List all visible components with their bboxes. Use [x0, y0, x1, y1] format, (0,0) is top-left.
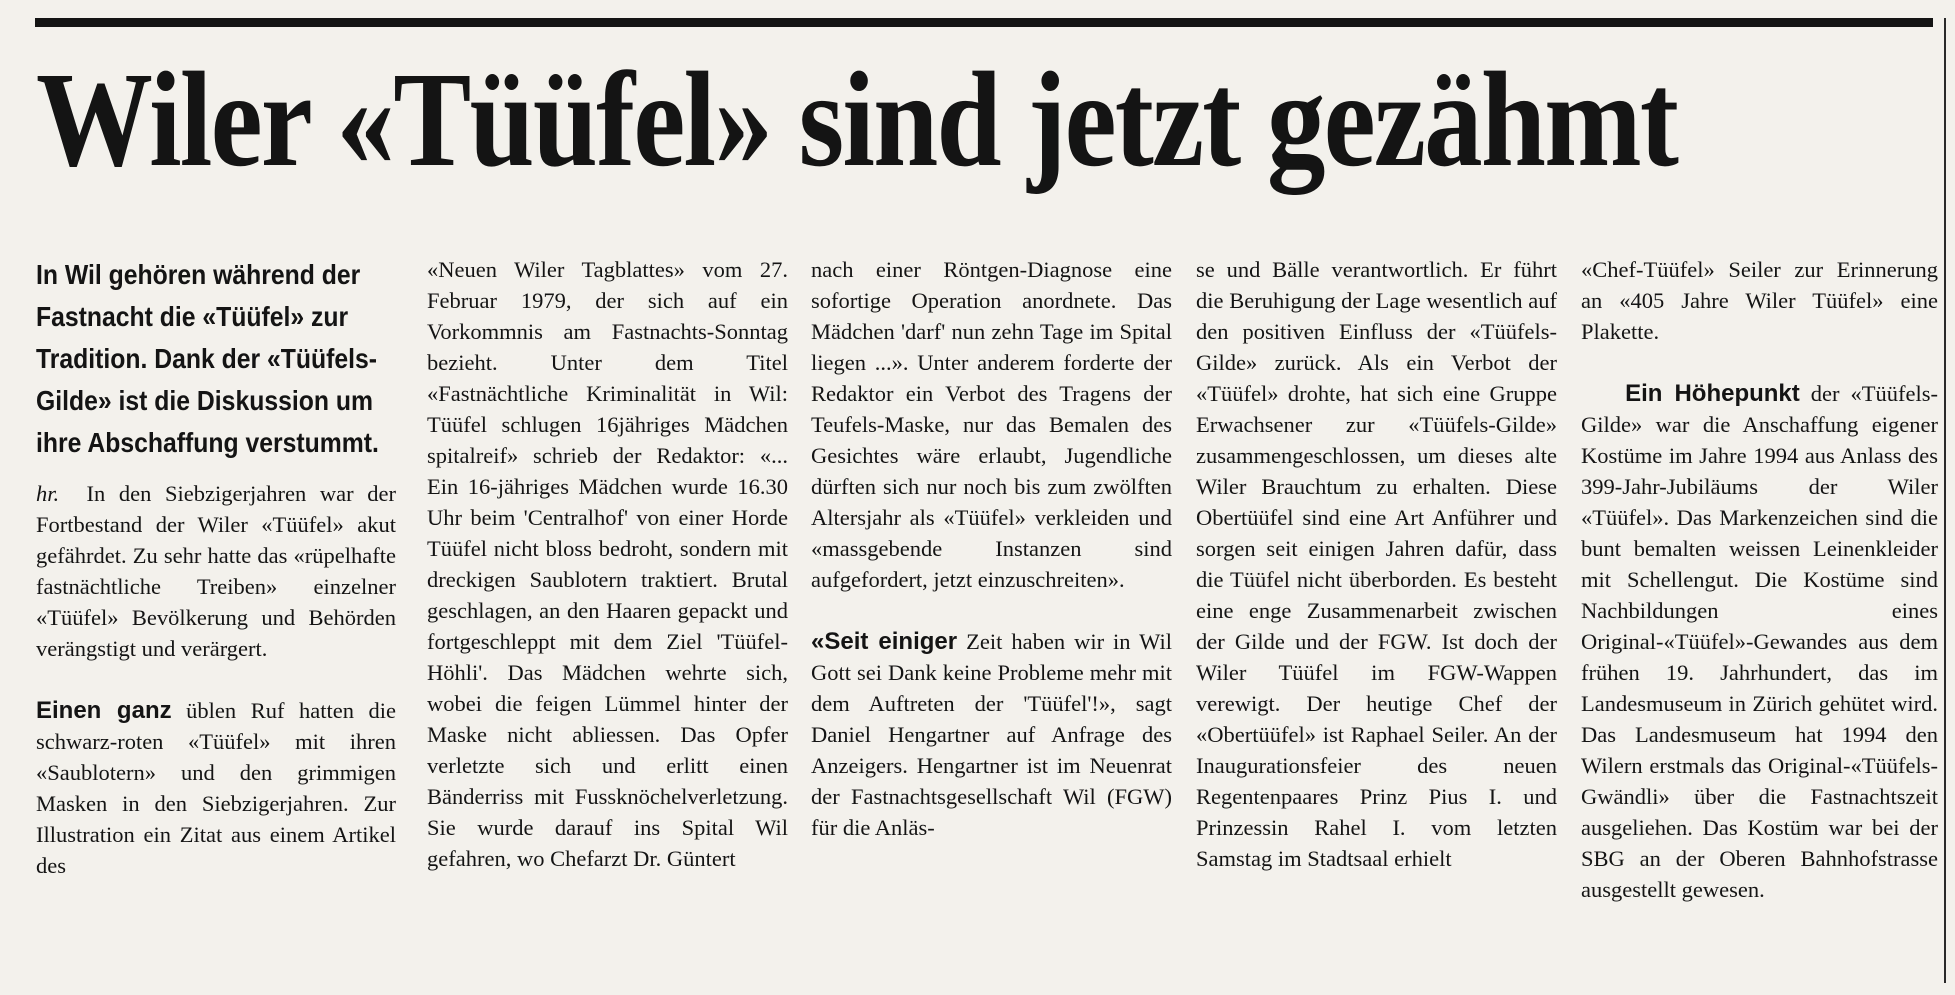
kicker-seit-einiger: «Seit einiger [811, 628, 958, 655]
column-3 [811, 254, 1172, 984]
paragraph-kostueme [1581, 378, 1938, 905]
paragraph-gilde: se und Bälle verantwortlich. Er führt die Beruhigung der Lage wesentlich auf den positiven Einfluss der «Tüüfels-Gilde» zurück. Als ein Verbot der «Tüüfel» drohte, hat sich eine Gruppe Erwachsener zur «Tüüfels-Gilde» zusammengeschlossen, um dieses alte Wiler Brauchtum zu erhalten. Diese Obertüüfel sind eine Art Anführer und sorgen seit einigen Jahren dafür, dass die Tüüfel nicht überborden. Es besteht eine enge Zusammenarbeit zwischen der Gilde und der FGW. Ist doch der Wiler Tüüfel im FGW-Wappen verewigt. Der heutige Chef der «Obertüüfel» ist Raphael Seiler. An der Inaugurationsfeier des neuen Regentenpaares Prinz Pius I. und Prinzessin Rahel I. vom letzten Samstag im Stadtsaal erhielt [1196, 257, 1557, 871]
author-initials: hr. [36, 481, 60, 506]
paragraph-today-text: Zeit haben wir in Wil Gott sei Dank keine Probleme mehr mit dem Auftreten der 'Tüüfel'!», sagt Daniel Hengartner auf Anfrage des Anzeigers. Hengartner ist im Neuenrat der Fastnachtsgesellschaft Wil (FGW) für die Anläs- [811, 629, 1172, 840]
paragraph-reputation-text: üblen Ruf hatten die schwarz-roten «Tüüfel» mit ihren «Saublotern» und den grimmigen Masken in den Siebzigerjahren. Zur Illustration ein Zitat aus einem Artikel des [36, 698, 396, 878]
paragraph-plakette: «Chef-Tüüfel» Seiler zur Erinnerung an «405 Jahre Wiler Tüüfel» eine Plakette. [1581, 257, 1938, 344]
kicker-ein-hoehepunkt: Ein Höhepunkt [1625, 380, 1800, 407]
top-rule [35, 18, 1933, 27]
column-5 [1581, 254, 1938, 984]
paragraph-gap [36, 664, 396, 695]
column-1 [36, 254, 396, 984]
column-2 [427, 254, 788, 984]
right-column-rule [1944, 18, 1946, 983]
paragraph-today [811, 626, 1172, 843]
kicker-einen-ganz: Einen ganz [36, 697, 172, 724]
paragraph-gap [1581, 347, 1938, 378]
paragraph-gap [811, 595, 1172, 626]
paragraph-quote: «Neuen Wiler Tagblattes» vom 27. Februar 1979, der sich auf ein Vorkommnis am Fastnachts-Sonntag bezieht. Unter dem Titel «Fastnächtliche Kriminalität in Wil: Tüüfel schlugen 16jähriges Mädchen spitalreif» schrieb der Redaktor: «... Ein 16-jähriges Mädchen wurde 16.30 Uhr beim 'Centralhof' von einer Horde Tüüfel nicht bloss bedroht, sondern mit dreckigen Saublotern traktiert. Brutal geschlagen, an den Haaren gepackt und fortgeschleppt mit dem Ziel 'Tüüfel-Höhli'. Das Mädchen wehrte sich, wobei die feigen Lümmel hinter der Maske nicht abliessen. Das Opfer verletzte sich und erlitt einen Bänderriss mit Fussknöchelverletzung. Sie wurde darauf ins Spital Wil gefahren, wo Chefarzt Dr. Güntert [427, 257, 788, 871]
paragraph-intro-text: In den Siebzigerjahren war der Fortbestand der Wiler «Tüüfel» akut gefährdet. Zu sehr hatte das «rüpelhafte fastnächtliche Treiben» einzelner «Tüüfel» Bevölkerung und Behörden verängstigt und verärgert. [36, 481, 396, 661]
headline: Wiler «Tüüfel» sind jetzt gezähmt [36, 45, 1678, 195]
paragraph-kostueme-text: der «Tüüfels-Gilde» war die Anschaffung eigener Kostüme im Jahre 1994 aus Anlass des 399-Jahr-Jubiläums der Wiler «Tüüfel». Das Markenzeichen sind die bunt bemalten weissen Leinenkleider mit Schellengut. Die Kostüme sind Nachbildungen eines Original-«Tüüfel»-Gewandes aus dem frühen 19. Jahrhundert, das im Landesmuseum in Zürich gehütet wird. Das Landesmuseum hat 1994 den Wilern erstmals das Original-«Tüüfels-Gwändli» über die Fastnachtszeit ausgeliehen. Das Kostüm war bei der SBG an der Oberen Bahnhofstrasse ausgestellt gewesen. [1581, 381, 1938, 902]
paragraph-reputation [36, 695, 396, 881]
article-body [36, 254, 1936, 984]
paragraph-quote-end: nach einer Röntgen-Diagnose eine sofortige Operation anordnete. Das Mädchen 'darf' nun zehn Tage im Spital liegen ...». Unter anderem forderte der Redaktor ein Verbot des Tragens der Teufels-Maske, nur das Bemalen des Gesichtes wäre erlaubt, Jugendliche dürften sich nur noch bis zum zwölften Altersjahr als «Tüüfel» verkleiden und «massgebende Instanzen sind aufgefordert, jetzt einzuschreiten». [811, 257, 1172, 592]
column-4 [1196, 254, 1557, 984]
paragraph-intro [36, 478, 396, 664]
lead-paragraph: In Wil gehören während der Fastnacht die «Tüüfel» zur Tradition. Dank der «Tüüfels-Gilde» ist die Diskussion um ihre Abschaffung verstummt. [36, 259, 379, 458]
